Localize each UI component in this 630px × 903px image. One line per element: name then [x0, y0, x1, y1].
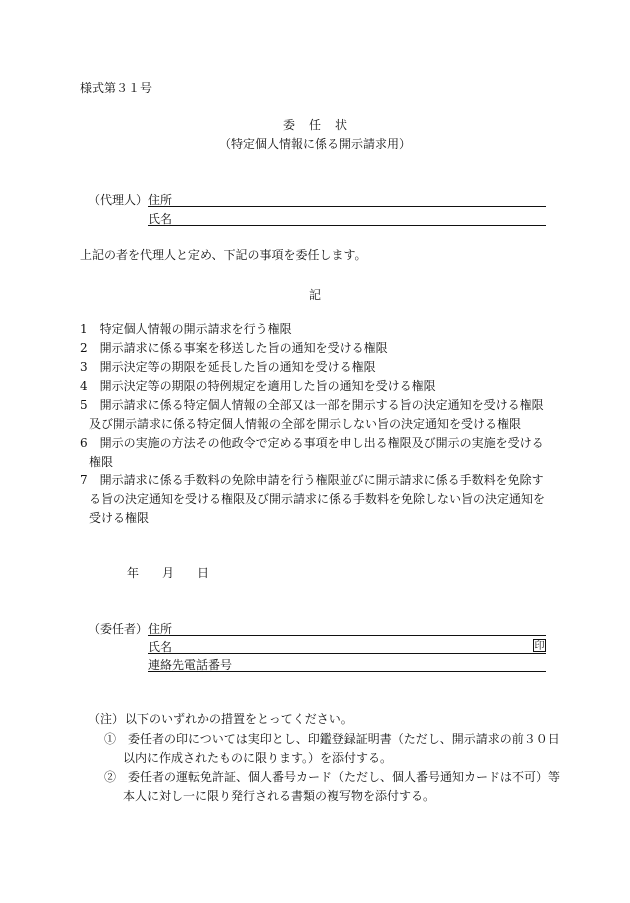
date-month-label: 月 — [162, 566, 175, 580]
notes-lead: 以下のいずれかの措置をとってください。 — [125, 712, 353, 726]
principal-label: （委任者） — [88, 622, 149, 636]
date-year-label: 年 — [127, 566, 140, 580]
item-3: 3 開示決定等の期限を延長した旨の通知を受ける権限 — [80, 360, 376, 374]
item-5: 5 開示請求に係る特定個人情報の全部又は一部を開示する旨の決定通知を受ける権限 — [80, 398, 544, 412]
ki-heading: 記 — [308, 288, 321, 302]
document-subtitle: （特定個人情報に係る開示請求用） — [218, 137, 411, 151]
item-7: 7 開示請求に係る手数料の免除申請を行う権限並びに開示請求に係る手数料を免除す — [80, 473, 544, 487]
principal-phone-field[interactable] — [148, 671, 546, 672]
item-7-cont-1: る旨の決定通知を受ける権限及び開示請求に係る手数料を免除しない旨の決定通知を — [89, 492, 546, 506]
principal-name-field[interactable] — [148, 653, 546, 654]
intro-text: 上記の者を代理人と定め、下記の事項を委任します。 — [80, 248, 367, 262]
agent-address-label: 住所 — [148, 193, 173, 207]
item-6: 6 開示の実施の方法その他政令で定める事項を申し出る権限及び開示の実施を受ける — [80, 436, 544, 450]
principal-phone-label: 連絡先電話番号 — [148, 658, 233, 672]
note-2: ② 委任者の運転免許証、個人番号カード（ただし、個人番号通知カードは不可）等 — [104, 770, 561, 784]
note-1-cont: 以内に作成されたものに限ります。）を添付する。 — [123, 751, 393, 765]
principal-address-label: 住所 — [148, 622, 173, 636]
item-5-cont: 及び開示請求に係る特定個人情報の全部を開示しない旨の決定通知を受ける権限 — [89, 417, 522, 431]
agent-name-label: 氏名 — [148, 212, 173, 226]
item-7-cont-2: 受ける権限 — [89, 511, 150, 525]
form-number: 様式第３１号 — [80, 81, 153, 95]
seal-mark: 印 — [534, 641, 545, 652]
agent-label: （代理人） — [88, 193, 149, 207]
item-6-cont: 権限 — [89, 455, 114, 469]
agent-name-field[interactable] — [148, 225, 546, 226]
agent-address-field[interactable] — [148, 206, 546, 207]
note-1: ① 委任者の印については実印とし、印鑑登録証明書（ただし、開示請求の前３０日 — [104, 732, 560, 746]
principal-address-field[interactable] — [148, 635, 546, 636]
principal-name-label: 氏名 — [148, 640, 173, 654]
date-day-label: 日 — [197, 566, 210, 580]
item-2: 2 開示請求に係る事案を移送した旨の通知を受ける権限 — [80, 341, 388, 355]
item-4: 4 開示決定等の期限の特例規定を適用した旨の通知を受ける権限 — [80, 379, 436, 393]
note-2-cont: 本人に対し一に限り発行される書類の複写物を添付する。 — [123, 789, 436, 803]
notes-label: （注） — [88, 712, 125, 726]
item-1: 1 特定個人情報の開示請求を行う権限 — [80, 322, 292, 336]
document-title: 委任状 — [282, 118, 361, 132]
